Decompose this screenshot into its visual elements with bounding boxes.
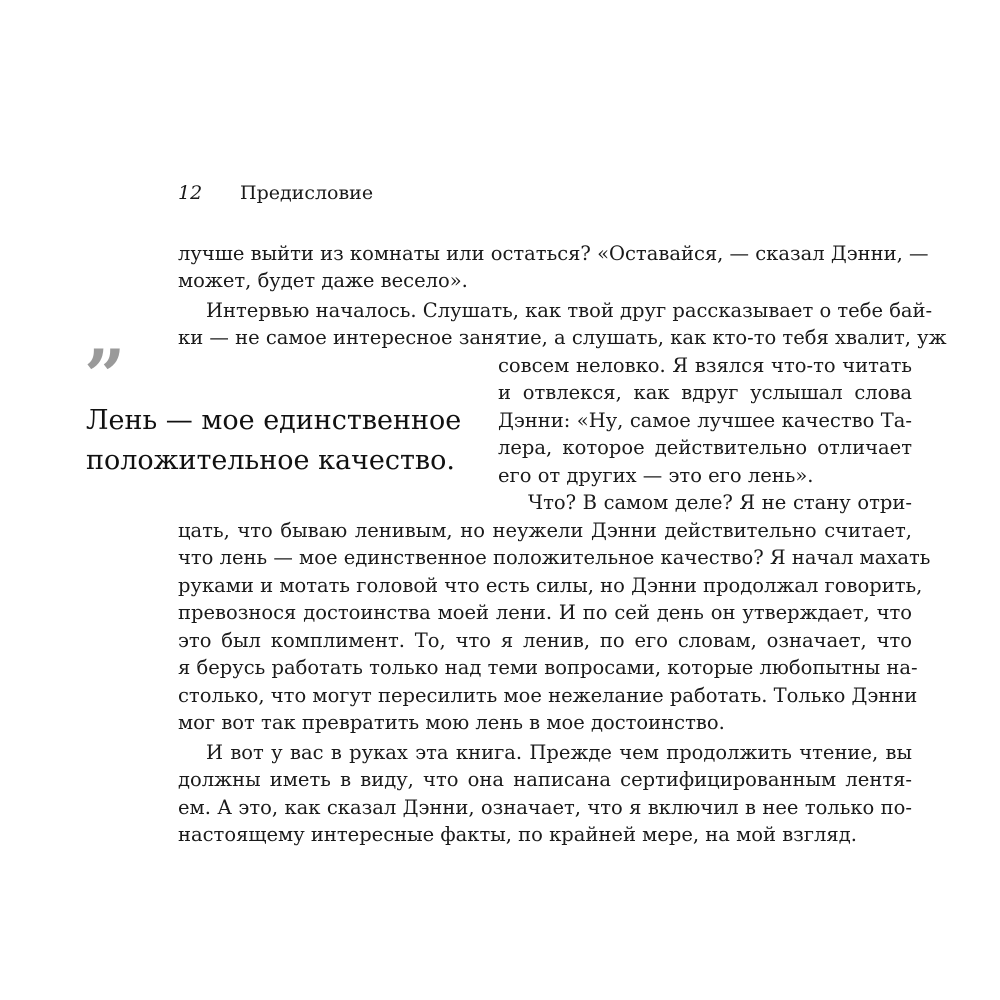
body-line: Дэнни: «Ну, самое лучшее качество Та-	[498, 409, 912, 432]
body-line: мог вот так превратить мою лень в мое достоинство.	[178, 711, 725, 734]
body-line: что лень — мое единственное положительное качество? Я начал махать	[178, 546, 931, 569]
pull-quote-line: положительное качество.	[86, 445, 455, 476]
body-line: ки — не самое интересное занятие, а слушать, как кто-то тебя хвалит, уж	[178, 326, 947, 349]
running-header	[178, 180, 373, 206]
body-line: совсем неловко. Я взялся что-то читать	[498, 354, 912, 377]
body-line: руками и мотать головой что есть силы, но Дэнни продолжал говорить,	[178, 574, 923, 597]
body-line: лучше выйти из комнаты или остаться? «Оставайся, — сказал Дэнни, —	[178, 242, 929, 265]
body-line: лера, которое действительно отличает	[498, 436, 912, 459]
body-line: цать, что бываю ленивым, но неужели Дэнни действительно считает,	[178, 519, 912, 542]
body-line: может, будет даже весело».	[178, 269, 468, 292]
pull-quote-line: Лень — мое единственное	[86, 405, 462, 436]
section-title: Предисловие	[240, 182, 374, 204]
body-line: И вот у вас в руках эта книга. Прежде чем продолжить чтение, вы	[206, 741, 912, 764]
body-line: Что? В самом деле? Я не стану отри-	[528, 491, 912, 514]
page-number: 12	[178, 182, 203, 204]
body-line: настоящему интересные факты, по крайней мере, на мой взгляд.	[178, 823, 857, 846]
body-line: превознося достоинства моей лени. И по сей день он утверждает, что	[178, 601, 912, 624]
body-line: и отвлекся, как вдруг услышал слова	[498, 381, 912, 404]
body-line: его от других — это его лень».	[498, 464, 814, 487]
body-line: я берусь работать только над теми вопросами, которые любопытны на-	[178, 656, 918, 679]
body-line: ем. А это, как сказал Дэнни, означает, что я включил в нее только по-	[178, 796, 912, 819]
body-line: столько, что могут пересилить мое нежелание работать. Только Дэнни	[178, 684, 918, 707]
body-line: Интервью началось. Слушать, как твой друг рассказывает о тебе бай-	[206, 299, 933, 322]
quote-mark-icon: ”	[84, 333, 126, 418]
body-line: должны иметь в виду, что она написана сертифицированным лентя-	[178, 768, 912, 791]
body-line: это был комплимент. То, что я ленив, по его словам, означает, что	[178, 629, 912, 652]
